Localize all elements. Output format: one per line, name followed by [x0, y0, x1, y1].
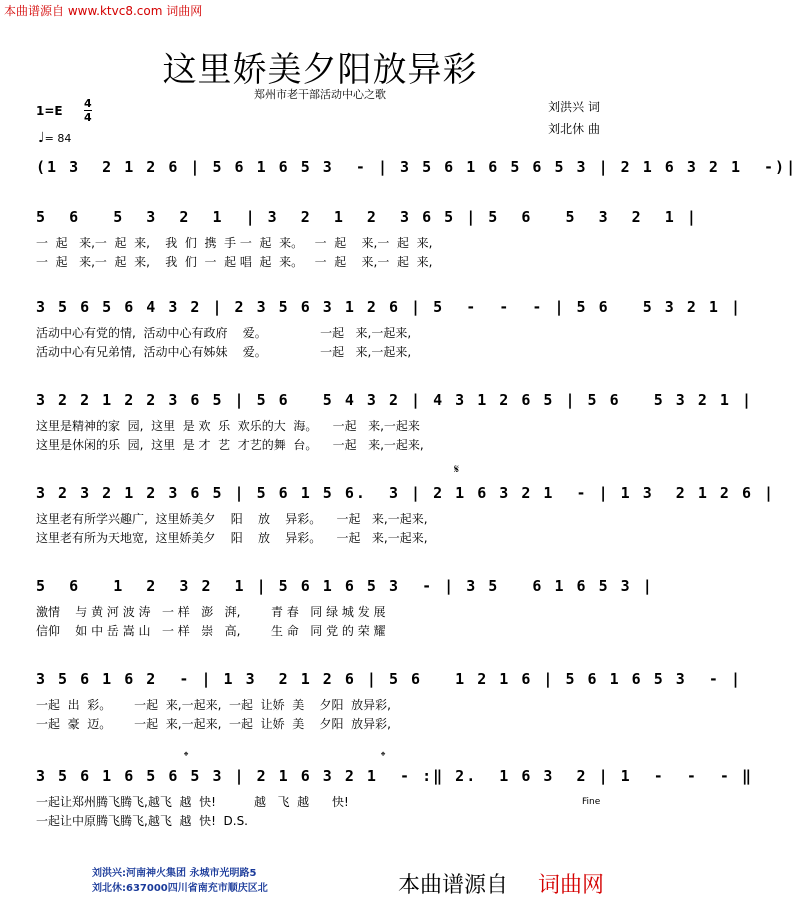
lyricist-credit: 刘洪兴 词: [548, 100, 600, 114]
lyrics-verse-2: 这里是休闲的乐 园, 这里 是 才 艺 才艺的舞 台。 一起 来,一起来,: [36, 438, 424, 452]
quarter-note-icon: ♩: [38, 130, 45, 146]
time-signature-top: 4: [84, 97, 92, 110]
lyrics-verse-1: 一 起 来,一 起 来, 我 们 携 手 一 起 来。 一 起 来,一 起 来,: [36, 236, 433, 250]
lyrics-verse-2: 活动中心有兄弟情, 活动中心有姊妹 爱。 一起 来,一起来,: [36, 345, 412, 359]
notation-line: 5 6 1 2 3 2 1 | 5 6 1 6 5 3 - | 3 5 6 1 6 5 3 |: [36, 577, 654, 595]
time-signature-bottom: 4: [84, 111, 92, 124]
lyrics-verse-1: 一起 出 彩。 一起 来,一起来, 一起 让娇 美 夕阳 放异彩,: [36, 698, 391, 712]
lyrics-verse-1: 激情 与 黄 河 波 涛 一 样 澎 湃, 青 春 同 绿 城 发 展: [36, 605, 386, 619]
lyrics-verse-2: 信仰 如 中 岳 嵩 山 一 样 崇 高, 生 命 同 党 的 荣 耀: [36, 624, 386, 638]
notation-line: 3 5 6 1 6 2 - | 1 3 2 1 2 6 | 5 6 1 2 1 6 | 5 6 1 6 5 3 - |: [36, 670, 742, 688]
notation-line: 5 6 5 3 2 1 | 3 2 1 2 3 6 5 | 5 6 5 3 2 1 |: [36, 208, 698, 226]
notation-line: 3 2 2 1 2 2 3 6 5 | 5 6 5 4 3 2 | 4 3 1 2 6 5 | 5 6 5 3 2 1 |: [36, 391, 753, 409]
tempo-value: = 84: [44, 132, 72, 145]
coda-icon: 𝄌: [184, 749, 189, 763]
notation-line: 3 5 6 1 6 5 6 5 3 | 2 1 6 3 2 1 - :‖ 2. 1 6 3 2 | 1 - - - ‖: [36, 767, 753, 785]
segno-icon: 𝄋: [454, 462, 460, 476]
tempo-marking: [38, 130, 71, 146]
coda-icon: 𝄌: [381, 749, 386, 763]
lyrics-verse-1: 活动中心有党的情, 活动中心有政府 爱。 一起 来,一起来,: [36, 326, 412, 340]
notation-line: 3 2 3 2 1 2 3 6 5 | 5 6 1 5 6. 3 | 2 1 6 3 2 1 - | 1 3 2 1 2 6 |: [36, 484, 776, 502]
watermark-site: 词曲网: [538, 873, 605, 898]
lyrics-verse-2: 一起让中原腾飞腾飞,越飞 越 快! D.S.: [36, 814, 248, 828]
fine-marking: Fine: [582, 797, 601, 807]
watermark-source: 本曲谱源自: [398, 873, 509, 898]
song-subtitle: 郑州市老干部活动中心之歌: [254, 88, 386, 101]
notation-line: (1 3 2 1 2 6 | 5 6 1 6 5 3 - | 3 5 6 1 6 5 6 5 3 | 2 1 6 3 2 1 -)|: [36, 158, 797, 176]
site-banner: 本曲谱源自 www.ktvc8.com 词曲网: [4, 4, 203, 18]
notation-line: 3 5 6 5 6 4 3 2 | 2 3 5 6 3 1 2 6 | 5 - - - | 5 6 5 3 2 1 |: [36, 298, 742, 316]
time-signature: [84, 97, 92, 124]
lyrics-verse-2: 这里老有所为天地宽, 这里娇美夕 阳 放 异彩。 一起 来,一起来,: [36, 531, 428, 545]
key-signature: 1=E: [36, 104, 63, 118]
lyrics-verse-1: 一起让郑州腾飞腾飞,越飞 越 快! 越 飞 越 快!: [36, 795, 349, 809]
lyrics-verse-2: 一起 豪 迈。 一起 来,一起来, 一起 让娇 美 夕阳 放异彩,: [36, 717, 391, 731]
song-title: 这里娇美夕阳放异彩: [162, 50, 478, 90]
footer-address-2: 刘北休:637000四川省南充市顺庆区北: [92, 883, 268, 894]
lyrics-verse-2: 一 起 来,一 起 来, 我 们 一 起 唱 起 来。 一 起 来,一 起 来,: [36, 255, 433, 269]
footer-address-1: 刘洪兴:河南神火集团 永城市光明路5: [92, 868, 257, 879]
composer-credit: 刘北休 曲: [548, 122, 600, 136]
lyrics-verse-1: 这里是精神的家 园, 这里 是 欢 乐 欢乐的大 海。 一起 来,一起来: [36, 419, 420, 433]
lyrics-verse-1: 这里老有所学兴趣广, 这里娇美夕 阳 放 异彩。 一起 来,一起来,: [36, 512, 428, 526]
